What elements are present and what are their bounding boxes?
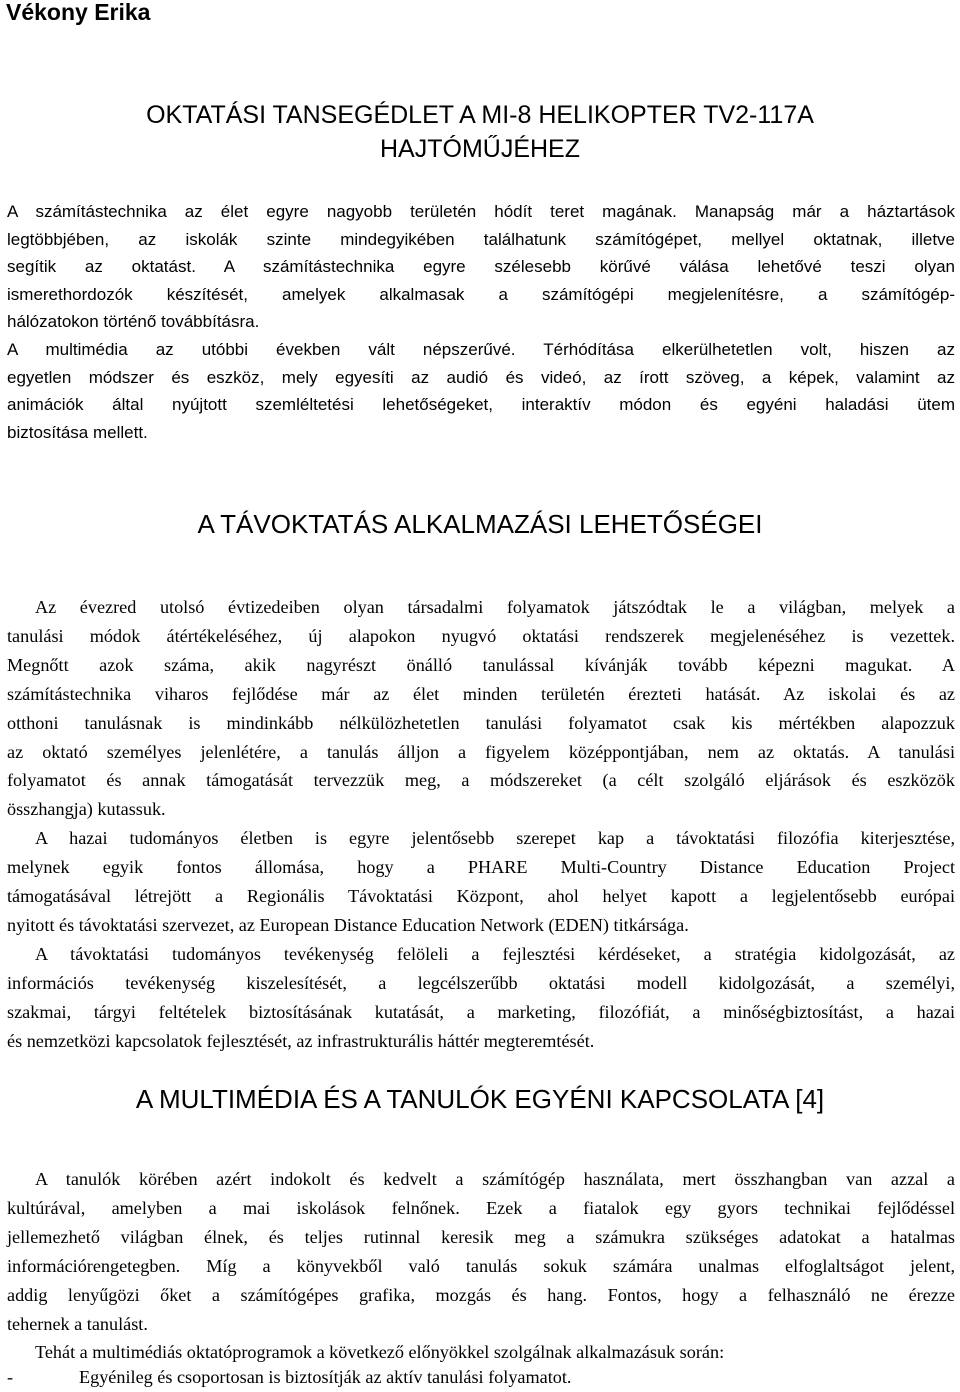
text-line: biztosítása mellett. [7,422,148,442]
section-heading: A TÁVOKTATÁS ALKALMAZÁSI LEHETŐSÉGEI [197,509,763,539]
text-line: Az évezred utolsó évtizedeiben olyan társadalmi folyamatok játszódtak le a világban, melyek a [35,597,955,617]
text-line: az oktató személyes jelenlétére, a tanulás álljon a figyelem középpontjában, nem az oktatás. A tanulási [7,741,955,762]
text-line: egyetlen módszer és eszköz, mely egyesíti az audió és videó, az írott szöveg, a képek, valamint az [7,367,955,387]
list-item-text: Egyénileg és csoportosan is biztosítják az aktív tanulási folyamatot. [79,1367,572,1387]
text-line: Tehát a multimédiás oktatóprogramok a következő előnyökkel szolgálnak alkalmazásuk során: [35,1342,725,1363]
text-line: A számítástechnika az élet egyre nagyobb területén hódít teret magának. Manapság már a háztartások [7,202,955,221]
bullet-marker: - [7,1367,14,1387]
text-line: információs tevékenység kiszelesítését, a legcélszerűbb oktatási modell kidolgozását, a személyi, [7,972,955,993]
text-line: információrengetegben. Míg a könyvekből való tanulás sokuk számára unalmas elfoglaltságot jelent, [7,1255,955,1276]
section-heading: A MULTIMÉDIA ÉS A TANULÓK EGYÉNI KAPCSOLATA [4] [135,1084,825,1114]
text-line: tehernek a tanulást. [7,1313,148,1334]
text-line: folyamatot és annak támogatását tervezzük meg, a módszereket (a célt szolgáló eljárások és eszközök [7,770,955,791]
text-line: addig lenyűgözi őket a számítógépes grafika, mozgás és hang. Fontos, hogy a felhasználó ne érezze [7,1284,955,1305]
text-line: számítástechnika viharos fejlődése már az élet minden területén érezteti hatását. Az iskolai és az [7,683,955,704]
text-line: melynek egyik fontos állomása, hogy a PHARE Multi-Country Distance Education Project [7,857,955,878]
section-body [7,1165,955,1367]
text-line: A távoktatási tudományos tevékenység felöleli a fejlesztési kérdéseket, a stratégia kidolgozását, az [35,943,955,964]
text-line: ismerethordozók készítését, amelyek alkalmasak a számítógépi megjelenítésre, a számítógép- [7,284,955,304]
document-title-line: HAJTÓMŰJÉHEZ [380,135,580,163]
text-line: animációk által nyújtott szemléltetési lehetőségeket, interaktív módon és egyéni haladási ütem [7,395,955,415]
author-name: Vékony Erika [6,0,151,25]
text-line: otthoni tanulásnak is mindinkább nélkülözhetetlen tanulási folyamatot csak kis mértékben alapozzuk [7,712,955,733]
text-line: szakmai, tárgyi feltételek biztosításának kutatását, a marketing, filozófiát, a minőségbiztosítást, a hazai [7,1001,955,1022]
text-line: segítik az oktatást. A számítástechnika egyre szélesebb körűvé válása lehetővé teszi olyan [7,257,955,277]
text-line: nyitott és távoktatási szervezet, az European Distance Education Network (EDEN) titkársága. [7,914,689,935]
section-body [7,593,955,1056]
text-line: támogatásával létrejött a Regionális Távoktatási Központ, ahol helyet kapott a legjelentősebb európai [7,886,955,907]
document-title-line: OKTATÁSI TANSEGÉDLET A MI-8 HELIKOPTER TV2-117A [146,101,814,129]
text-line: és nemzetközi kapcsolatok fejlesztését, az infrastrukturális háttér megteremtését. [7,1030,595,1051]
list-item [7,1363,571,1391]
text-line: Megnőtt azok száma, akik nagyrészt önálló tanulással kívánják tovább képezni magukat. A [7,654,955,675]
text-line: tanulási módok átértékeléséhez, új alapokon nyugvó oktatási rendszerek megjelenéséhez is vezettek. [7,625,955,646]
text-line: összhangja) kutassuk. [7,799,166,820]
text-line: A multimédia az utóbbi években vált népszerűvé. Térhódítása elkerülhetetlen volt, hiszen az [7,339,955,359]
text-line: A hazai tudományos életben is egyre jelentősebb szerepet kap a távoktatási filozófia kiterjesztése, [35,828,955,849]
text-line: A tanulók körében azért indokolt és kedvelt a számítógép használata, mert összhangban van azzal a [35,1169,955,1189]
document-title [0,98,960,166]
text-line: legtöbbjében, az iskolák szinte mindegyikében találhatunk számítógépet, mellyel oktatnak, illetve [7,229,955,249]
text-line: jellemezhető világban élnek, és teljes rutinnal keresik meg a számukra szükséges adatokat a hatalmas [7,1226,955,1247]
text-line: hálózatokon történő továbbításra. [7,312,260,332]
intro-paragraph [7,198,955,446]
text-line: kultúrával, amelyben a mai iskolások felnőnek. Ezek a fiatalok egy gyors technikai fejlődéssel [7,1197,955,1218]
